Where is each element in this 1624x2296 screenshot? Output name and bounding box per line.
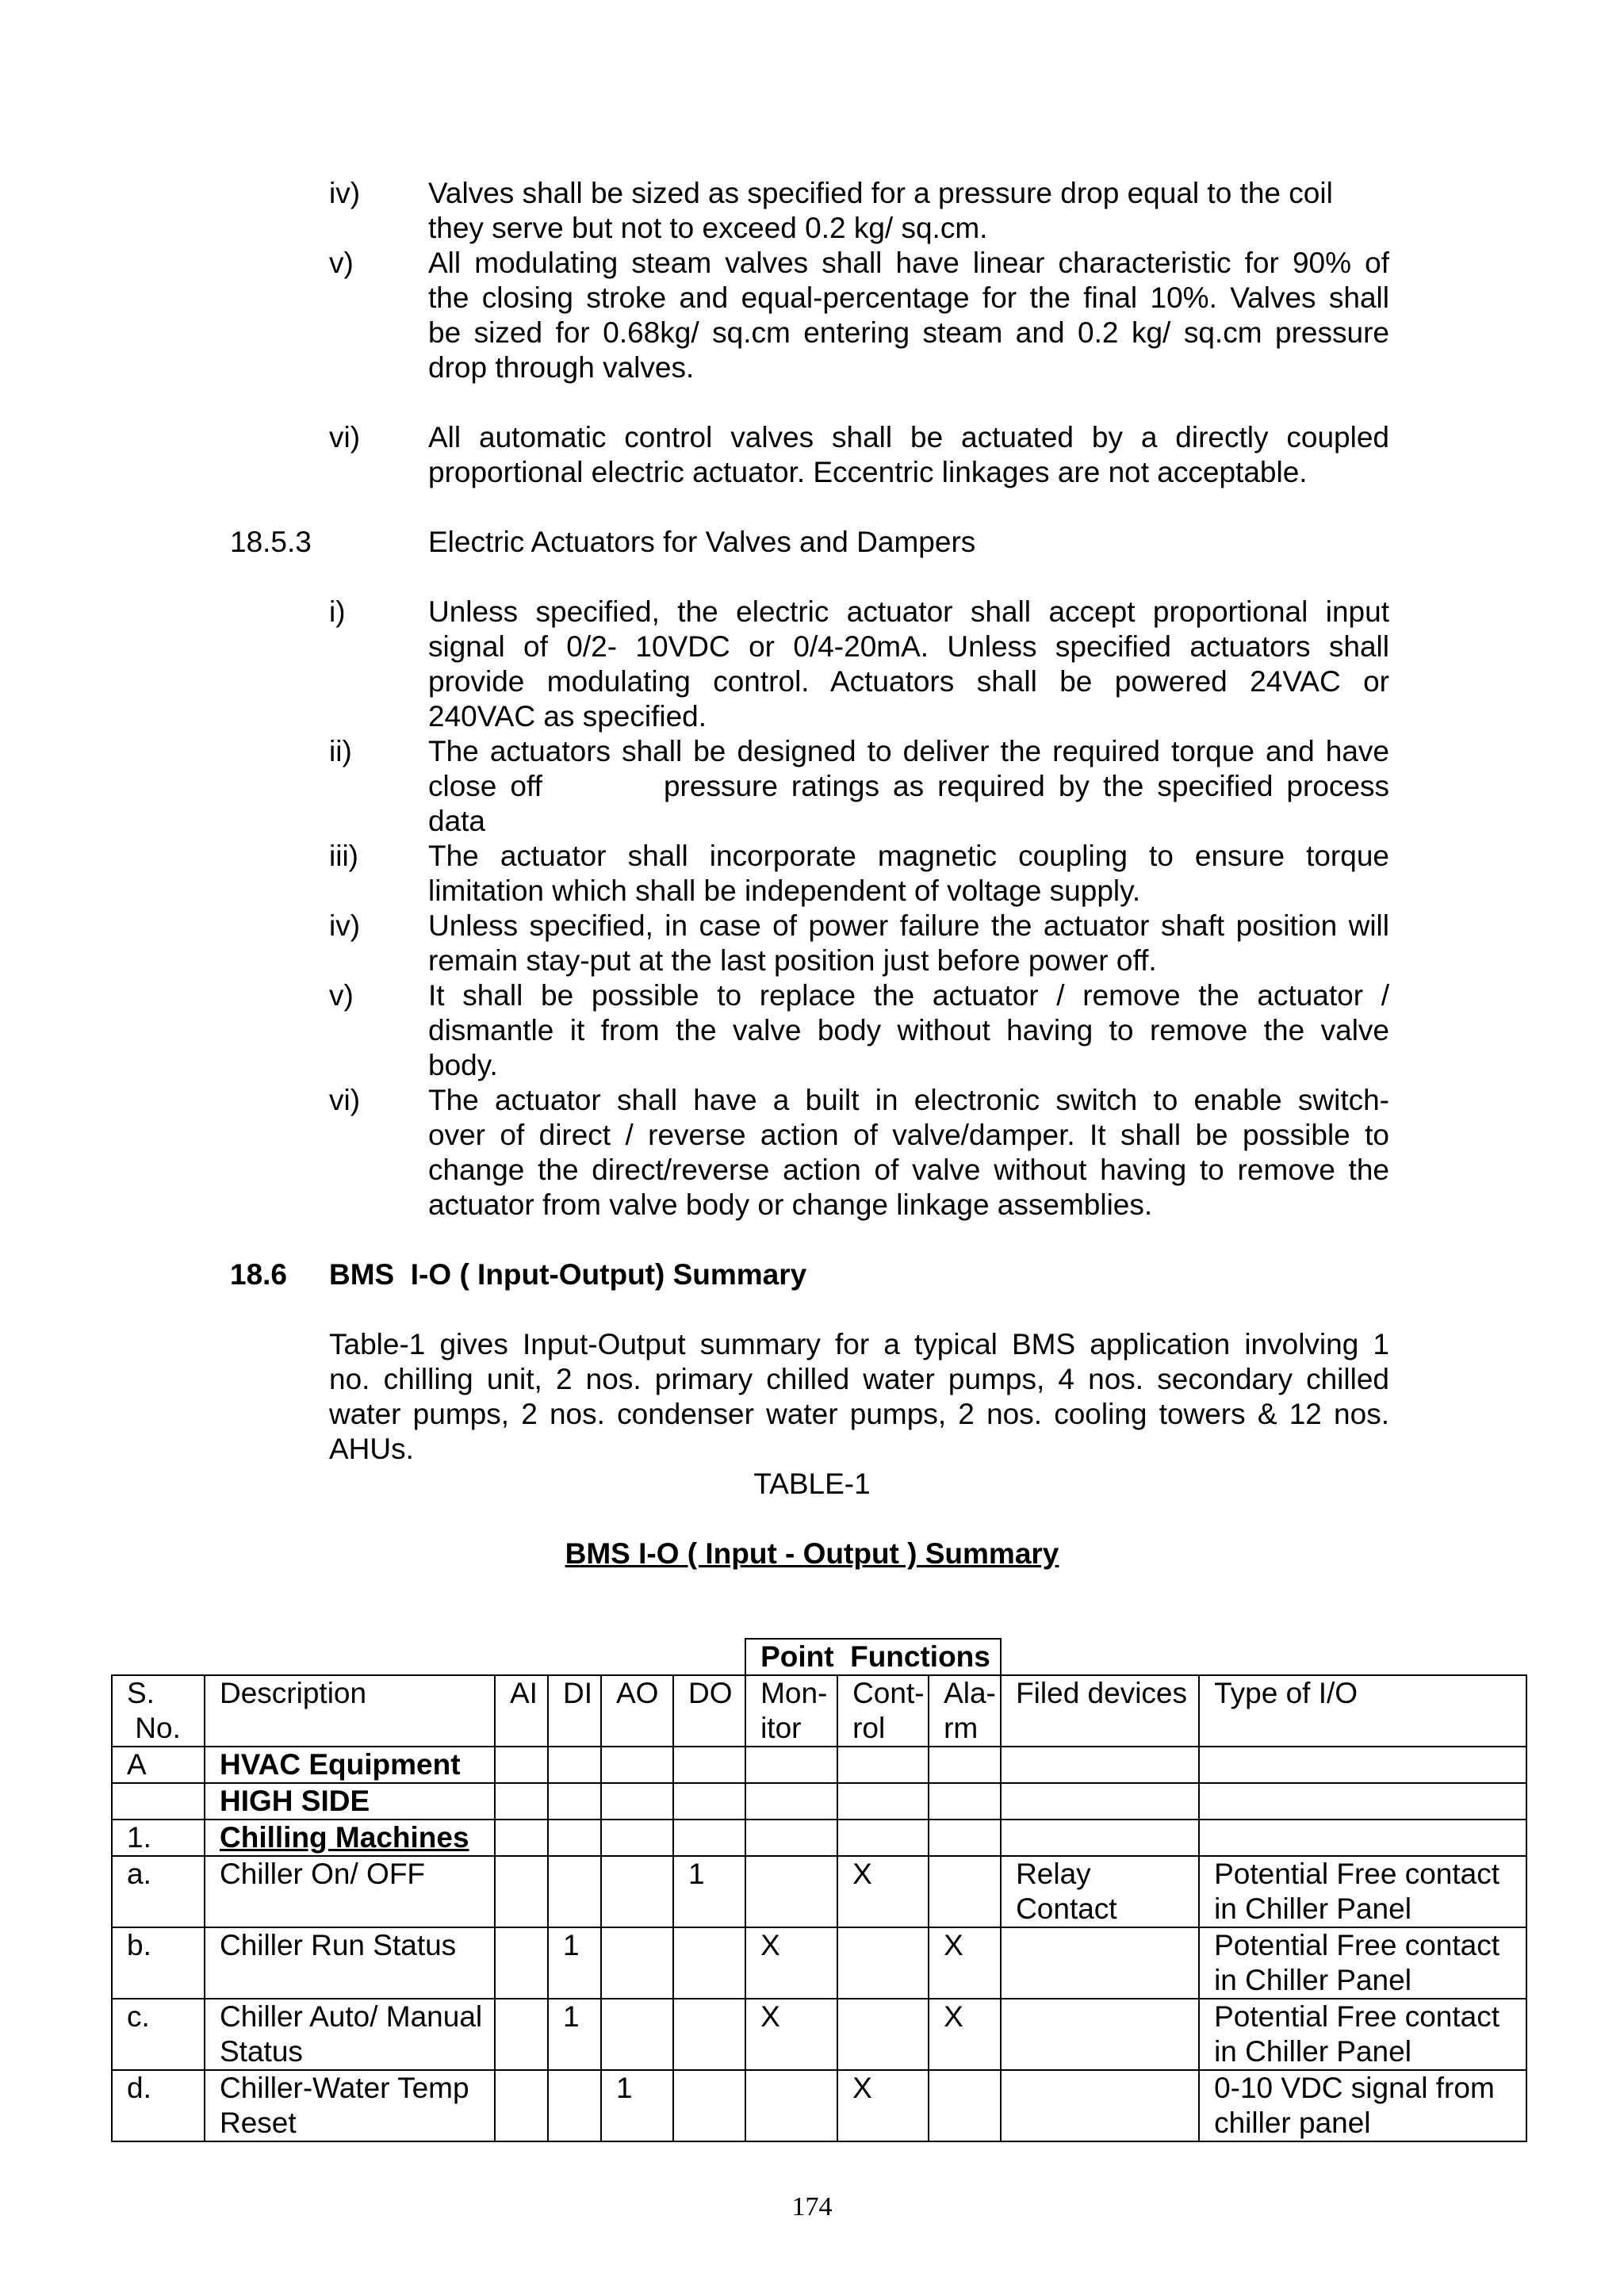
item-number: i) <box>329 595 346 628</box>
cell-type-io: Potential Free contact in Chiller Panel <box>1199 1927 1526 1999</box>
item-text: Valves shall be sized as specified for a pressure drop equal to the coil they serve but not to exceed 0.2 kg/ sq.cm. <box>428 177 1333 244</box>
item-text: Unless specified, the electric actuator shall accept proportional input signal of 0/2- 10VDC or 0/4-20mA. Unless specified actuators shall provide modulating control. Actuators shall be powered 24VAC or 240VAC as specified. <box>428 595 1389 733</box>
item-number: ii) <box>329 735 352 767</box>
header-alarm: Ala- rm <box>929 1675 1001 1747</box>
point-functions-header: Point Functions <box>745 1639 1001 1675</box>
table-row <box>112 1783 1526 1820</box>
cell-ao <box>601 1856 673 1927</box>
header-field-devices: Filed devices <box>1001 1675 1199 1747</box>
cell-di <box>548 1820 601 1856</box>
table-body <box>112 1747 1526 2141</box>
table-row <box>112 2070 1526 2141</box>
item-number: vi) <box>329 421 361 453</box>
cell-do <box>673 1927 745 1999</box>
cell-alarm <box>929 1820 1001 1856</box>
cell-description: HVAC Equipment <box>205 1747 495 1783</box>
cell-monitor <box>745 1856 837 1927</box>
item-number: iv) <box>329 177 361 209</box>
cell-ai <box>495 1999 548 2070</box>
table-label: TABLE-1 <box>753 1468 871 1500</box>
cell-alarm <box>929 2070 1001 2141</box>
cell-type-io <box>1199 1747 1526 1783</box>
item-number: v) <box>329 247 354 279</box>
header-ai: AI <box>495 1675 548 1747</box>
cell-alarm <box>929 1783 1001 1820</box>
item-text: All automatic control valves shall be actuated by a directly coupled proportional electric actuator. Eccentric linkages are not acceptable. <box>428 421 1389 488</box>
cell-sno <box>112 1783 205 1820</box>
cell-monitor <box>745 2070 837 2141</box>
cell-ai <box>495 1927 548 1999</box>
cell-control <box>837 1999 929 2070</box>
cell-description: Chiller On/ OFF <box>205 1856 495 1927</box>
cell-sno: 1. <box>112 1820 205 1856</box>
cell-description: HIGH SIDE <box>205 1783 495 1820</box>
item-text: Unless specified, in case of power failure the actuator shaft position will remain stay-put at the last position just before power off. <box>428 909 1389 977</box>
header-control: Cont- rol <box>837 1675 929 1747</box>
cell-description: Chiller Run Status <box>205 1927 495 1999</box>
item-text: The actuators shall be designed to deliver the required torque and have close off pressure ratings as required by the specified process data <box>428 735 1389 837</box>
cell-field-devices <box>1001 2070 1199 2141</box>
item-number: iii) <box>329 840 358 872</box>
cell-field-devices <box>1001 1999 1199 2070</box>
intro-paragraph: Table-1 gives Input-Output summary for a typical BMS application involving 1 no. chilling unit, 2 nos. primary chilled water pumps, 4 nos. secondary chilled water pumps, 2 nos. condenser water pumps, 2 nos. cooling towers & 12 nos. AHUs. <box>329 1328 1389 1465</box>
item-text: The actuator shall have a built in electronic switch to enable switch- over of direct / reverse action of valve/damper. It shall be possible to change the direct/reverse action of valve without having to remove the actuator from valve body or change linkage assemblies. <box>428 1084 1389 1221</box>
cell-do <box>673 1783 745 1820</box>
cell-do <box>673 1747 745 1783</box>
cell-field-devices: Relay Contact <box>1001 1856 1199 1927</box>
cell-do <box>673 1999 745 2070</box>
item-number: iv) <box>329 909 361 942</box>
table-row <box>112 1856 1526 1927</box>
cell-alarm: X <box>929 1999 1001 2070</box>
section-title: Electric Actuators for Valves and Dampers <box>428 526 976 558</box>
item-text: It shall be possible to replace the actuator / remove the actuator / dismantle it from the valve body without having to remove the valve body. <box>428 979 1389 1081</box>
cell-field-devices <box>1001 1783 1199 1820</box>
cell-di: 1 <box>548 1999 601 2070</box>
cell-monitor: X <box>745 1927 837 1999</box>
cell-ao <box>601 1999 673 2070</box>
cell-di <box>548 1856 601 1927</box>
cell-sno: A <box>112 1747 205 1783</box>
table-row <box>112 1999 1526 2070</box>
cell-monitor <box>745 1820 837 1856</box>
cell-description: Chilling Machines <box>205 1820 495 1856</box>
cell-ao <box>601 1820 673 1856</box>
cell-sno: d. <box>112 2070 205 2141</box>
cell-control <box>837 1747 929 1783</box>
cell-type-io <box>1199 1820 1526 1856</box>
cell-di <box>548 1747 601 1783</box>
item-text: The actuator shall incorporate magnetic coupling to ensure torque limitation which shall be independent of voltage supply. <box>428 840 1389 907</box>
cell-do <box>673 1820 745 1856</box>
item-number: vi) <box>329 1084 361 1116</box>
cell-monitor <box>745 1783 837 1820</box>
cell-type-io: Potential Free contact in Chiller Panel <box>1199 1999 1526 2070</box>
cell-alarm <box>929 1747 1001 1783</box>
cell-sno: c. <box>112 1999 205 2070</box>
cell-type-io <box>1199 1783 1526 1820</box>
table-header-row <box>112 1675 1526 1747</box>
cell-field-devices <box>1001 1747 1199 1783</box>
cell-alarm: X <box>929 1927 1001 1999</box>
cell-monitor <box>745 1747 837 1783</box>
header-ao: AO <box>601 1675 673 1747</box>
cell-do: 1 <box>673 1856 745 1927</box>
cell-ai <box>495 1747 548 1783</box>
cell-field-devices <box>1001 1927 1199 1999</box>
header-type-io: Type of I/O <box>1199 1675 1526 1747</box>
table-row <box>112 1927 1526 1999</box>
cell-di <box>548 2070 601 2141</box>
section-number: 18.5.3 <box>230 526 312 558</box>
cell-control: X <box>837 1856 929 1927</box>
table-group-header-row <box>112 1639 1526 1675</box>
cell-ao <box>601 1747 673 1783</box>
cell-control <box>837 1783 929 1820</box>
cell-control <box>837 1820 929 1856</box>
cell-description: Chiller-Water Temp Reset <box>205 2070 495 2141</box>
io-summary-table <box>111 1638 1527 2142</box>
page-number: 174 <box>791 2192 833 2221</box>
cell-ao <box>601 1927 673 1999</box>
cell-ai <box>495 2070 548 2141</box>
cell-ai <box>495 1783 548 1820</box>
table-row <box>112 1747 1526 1783</box>
cell-field-devices <box>1001 1820 1199 1856</box>
cell-type-io: 0-10 VDC signal from chiller panel <box>1199 2070 1526 2141</box>
section-title: BMS I-O ( Input-Output) Summary <box>329 1258 807 1291</box>
cell-description: Chiller Auto/ Manual Status <box>205 1999 495 2070</box>
cell-di: 1 <box>548 1927 601 1999</box>
cell-alarm <box>929 1856 1001 1927</box>
header-do: DO <box>673 1675 745 1747</box>
header-di: DI <box>548 1675 601 1747</box>
cell-sno: b. <box>112 1927 205 1999</box>
cell-di <box>548 1783 601 1820</box>
cell-sno: a. <box>112 1856 205 1927</box>
table-title: BMS I-O ( Input - Output ) Summary <box>565 1537 1059 1570</box>
cell-monitor: X <box>745 1999 837 2070</box>
section-number: 18.6 <box>230 1258 288 1291</box>
header-sno: S. No. <box>112 1675 205 1747</box>
cell-type-io: Potential Free contact in Chiller Panel <box>1199 1856 1526 1927</box>
item-text: All modulating steam valves shall have linear characteristic for 90% of the closing stroke and equal-percentage for the final 10%. Valves shall be sized for 0.68kg/ sq.cm entering steam and 0.2 kg/ sq.cm pressure drop through valves. <box>428 247 1389 384</box>
cell-control <box>837 1927 929 1999</box>
cell-ao: 1 <box>601 2070 673 2141</box>
header-monitor: Mon- itor <box>745 1675 837 1747</box>
item-number: v) <box>329 979 354 1012</box>
cell-ai <box>495 1820 548 1856</box>
cell-ai <box>495 1856 548 1927</box>
cell-do <box>673 2070 745 2141</box>
cell-control: X <box>837 2070 929 2141</box>
table-row <box>112 1820 1526 1856</box>
cell-ao <box>601 1783 673 1820</box>
header-description: Description <box>205 1675 495 1747</box>
